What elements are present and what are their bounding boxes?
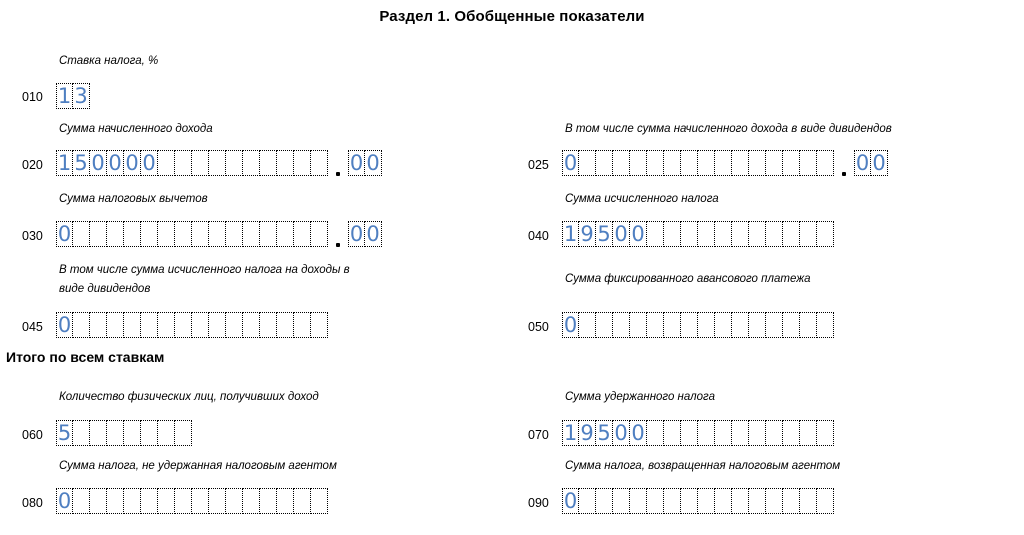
field-020-digit-cell[interactable]: [226, 150, 243, 176]
field-025-digits[interactable]: [562, 150, 834, 176]
total-heading: Итого по всем ставкам: [6, 349, 165, 365]
field-080-digits[interactable]: [56, 488, 328, 514]
field-030-digit-cell[interactable]: [192, 221, 209, 247]
field-090-digit-cell[interactable]: [817, 488, 834, 514]
field-070-code: 070: [528, 428, 549, 442]
field-045-digit-cell[interactable]: [73, 312, 90, 338]
field-070-digit-cell[interactable]: [817, 420, 834, 446]
field-025-digit-cell[interactable]: [749, 150, 766, 176]
field-080-digit-cell[interactable]: [73, 488, 90, 514]
field-045-digit-cell[interactable]: [311, 312, 328, 338]
field-040-cells[interactable]: [562, 221, 834, 249]
field-060-cells[interactable]: [56, 420, 192, 448]
field-010-label: Ставка налога, %: [59, 55, 159, 67]
field-090-code: 090: [528, 496, 549, 510]
field-060-digit-cell[interactable]: [73, 420, 90, 446]
field-040-digit-cell[interactable]: [647, 221, 664, 247]
field-090-digit-cell[interactable]: [630, 488, 647, 514]
field-030-digit-cell[interactable]: [124, 221, 141, 247]
field-080-code: 080: [22, 496, 43, 510]
field-030-digit-cell[interactable]: [294, 221, 311, 247]
field-040-digit-cell[interactable]: [783, 221, 800, 247]
field-045-digit-cell[interactable]: [141, 312, 158, 338]
field-030-digit-cell[interactable]: [209, 221, 226, 247]
field-070-digit-cell[interactable]: [800, 420, 817, 446]
decimal-point: [328, 150, 348, 176]
field-010-cells[interactable]: [56, 83, 90, 111]
field-020-digit-cell[interactable]: [209, 150, 226, 176]
field-025-label: В том числе сумма начисленного дохода в виде дивидендов: [565, 123, 892, 135]
field-060-digit-cell[interactable]: [175, 420, 192, 446]
field-080-digit-cell[interactable]: [277, 488, 294, 514]
field-080-cells[interactable]: [56, 488, 328, 516]
field-090-digit-cell[interactable]: [783, 488, 800, 514]
field-020-digit-cell[interactable]: [260, 150, 277, 176]
field-025-code: 025: [528, 158, 549, 172]
field-025-fraction-cell[interactable]: 0: [855, 151, 870, 175]
field-030-digits[interactable]: [56, 221, 328, 247]
field-030-digit-cell[interactable]: [73, 221, 90, 247]
field-080-digit-cell[interactable]: [226, 488, 243, 514]
field-025-digit-cell[interactable]: [613, 150, 630, 176]
field-070-digit-cell[interactable]: [766, 420, 783, 446]
field-070-digit-cell[interactable]: 0: [613, 420, 630, 446]
field-090-digit-cell[interactable]: [715, 488, 732, 514]
field-025-digit-cell[interactable]: [664, 150, 681, 176]
field-090-digit-cell[interactable]: [647, 488, 664, 514]
field-020-digit-cell[interactable]: 0: [90, 150, 107, 176]
field-070-digit-cell[interactable]: 9: [579, 420, 596, 446]
field-070-digit-cell[interactable]: [783, 420, 800, 446]
field-030-fraction-cell[interactable]: 0: [349, 222, 364, 246]
field-025-digit-cell[interactable]: [681, 150, 698, 176]
field-025-fraction-digits[interactable]: [854, 150, 888, 176]
field-090-digit-cell[interactable]: [698, 488, 715, 514]
field-030-digit-cell[interactable]: [107, 221, 124, 247]
field-090-digit-cell[interactable]: [579, 488, 596, 514]
field-025-cells[interactable]: [562, 150, 888, 178]
field-050-digit-cell[interactable]: [579, 312, 596, 338]
field-025-digit-cell[interactable]: [800, 150, 817, 176]
field-045-digit-cell[interactable]: [90, 312, 107, 338]
field-050-digit-cell[interactable]: [817, 312, 834, 338]
field-090-digit-cell[interactable]: [681, 488, 698, 514]
field-010-digits[interactable]: [56, 83, 90, 109]
field-045-cells[interactable]: [56, 312, 328, 340]
field-020-digit-cell[interactable]: 0: [124, 150, 141, 176]
field-040-digits[interactable]: [562, 221, 834, 247]
field-045-digit-cell[interactable]: [243, 312, 260, 338]
field-050-digit-cell[interactable]: [613, 312, 630, 338]
field-060-digit-cell[interactable]: 5: [57, 421, 72, 445]
field-030-digit-cell[interactable]: [311, 221, 328, 247]
field-050-digit-cell[interactable]: 0: [563, 313, 578, 337]
field-020-digit-cell[interactable]: 0: [107, 150, 124, 176]
field-050-digit-cell[interactable]: [749, 312, 766, 338]
section-title: Раздел 1. Обобщенные показатели: [379, 8, 645, 25]
field-020-digits[interactable]: [56, 150, 328, 176]
field-030-code: 030: [22, 229, 43, 243]
field-025-digit-cell[interactable]: [579, 150, 596, 176]
field-090-digit-cell[interactable]: [800, 488, 817, 514]
field-060-label: Количество физических лиц, получивших доход: [59, 391, 319, 403]
field-020-digit-cell[interactable]: [158, 150, 175, 176]
field-090-digit-cell[interactable]: 0: [563, 489, 578, 513]
field-050-digit-cell[interactable]: [715, 312, 732, 338]
field-070-digit-cell[interactable]: 1: [563, 421, 578, 445]
field-040-digit-cell[interactable]: 0: [630, 221, 647, 247]
field-040-digit-cell[interactable]: [698, 221, 715, 247]
field-090-digits[interactable]: [562, 488, 834, 514]
field-040-digit-cell[interactable]: [766, 221, 783, 247]
field-020-fraction-cell[interactable]: 0: [349, 151, 364, 175]
field-070-digit-cell[interactable]: 5: [596, 420, 613, 446]
decimal-point: [328, 221, 348, 247]
field-050-digit-cell[interactable]: [681, 312, 698, 338]
field-090-cells[interactable]: [562, 488, 834, 516]
field-080-digit-cell[interactable]: 0: [57, 489, 72, 513]
field-050-digit-cell[interactable]: [664, 312, 681, 338]
field-080-digit-cell[interactable]: [192, 488, 209, 514]
field-080-label: Сумма налога, не удержанная налоговым агентом: [59, 460, 337, 472]
field-080-digit-cell[interactable]: [260, 488, 277, 514]
field-080-digit-cell[interactable]: [90, 488, 107, 514]
field-040-digit-cell[interactable]: [800, 221, 817, 247]
field-050-digit-cell[interactable]: [732, 312, 749, 338]
field-070-digit-cell[interactable]: [715, 420, 732, 446]
field-010-digit-cell[interactable]: 1: [57, 84, 72, 108]
field-045-digit-cell[interactable]: [226, 312, 243, 338]
field-090-digit-cell[interactable]: [596, 488, 613, 514]
field-020-digit-cell[interactable]: 0: [141, 150, 158, 176]
field-020-fraction-digits[interactable]: [348, 150, 382, 176]
field-070-label: Сумма удержанного налога: [565, 391, 715, 403]
field-090-digit-cell[interactable]: [613, 488, 630, 514]
field-050-label: Сумма фиксированного авансового платежа: [565, 273, 811, 285]
field-045-digit-cell[interactable]: [158, 312, 175, 338]
field-060-digit-cell[interactable]: [141, 420, 158, 446]
field-020-digit-cell[interactable]: 1: [57, 151, 72, 175]
field-025-digit-cell[interactable]: [630, 150, 647, 176]
field-025-digit-cell[interactable]: [732, 150, 749, 176]
field-040-code: 040: [528, 229, 549, 243]
field-045-digits[interactable]: [56, 312, 328, 338]
field-045-digit-cell[interactable]: [209, 312, 226, 338]
field-070-cells[interactable]: [562, 420, 834, 448]
field-060-digit-cell[interactable]: [90, 420, 107, 446]
field-045-digit-cell[interactable]: [107, 312, 124, 338]
field-090-label: Сумма налога, возвращенная налоговым агентом: [565, 460, 841, 472]
field-040-digit-cell[interactable]: [749, 221, 766, 247]
field-025-digit-cell[interactable]: [596, 150, 613, 176]
field-070-digit-cell[interactable]: [647, 420, 664, 446]
field-030-digit-cell[interactable]: [158, 221, 175, 247]
field-030-digit-cell[interactable]: [260, 221, 277, 247]
field-060-digit-cell[interactable]: [124, 420, 141, 446]
field-030-digit-cell[interactable]: [226, 221, 243, 247]
field-050-code: 050: [528, 320, 549, 334]
field-080-digit-cell[interactable]: [158, 488, 175, 514]
field-010-digit-cell[interactable]: 3: [73, 83, 90, 109]
field-045-digit-cell[interactable]: [294, 312, 311, 338]
field-080-digit-cell[interactable]: [175, 488, 192, 514]
field-050-digit-cell[interactable]: [800, 312, 817, 338]
field-070-digit-cell[interactable]: [698, 420, 715, 446]
field-020-digit-cell[interactable]: 5: [73, 150, 90, 176]
field-020-cells[interactable]: [56, 150, 382, 178]
field-080-digit-cell[interactable]: [124, 488, 141, 514]
field-025-digit-cell[interactable]: [766, 150, 783, 176]
field-020-digit-cell[interactable]: [192, 150, 209, 176]
field-030-fraction-digits[interactable]: [348, 221, 382, 247]
field-080-digit-cell[interactable]: [209, 488, 226, 514]
field-070-digit-cell[interactable]: [749, 420, 766, 446]
field-025-digit-cell[interactable]: [715, 150, 732, 176]
field-010-code: 010: [22, 90, 43, 104]
field-030-label: Сумма налоговых вычетов: [59, 193, 208, 205]
field-060-digit-cell[interactable]: [158, 420, 175, 446]
field-030-fraction-cell[interactable]: 0: [365, 221, 382, 247]
field-020-fraction-cell[interactable]: 0: [365, 150, 382, 176]
field-040-digit-cell[interactable]: 0: [613, 221, 630, 247]
field-030-digit-cell[interactable]: 0: [57, 222, 72, 246]
field-045-digit-cell[interactable]: [260, 312, 277, 338]
field-040-digit-cell[interactable]: 9: [579, 221, 596, 247]
field-050-digit-cell[interactable]: [783, 312, 800, 338]
field-070-digit-cell[interactable]: 0: [630, 420, 647, 446]
field-020-code: 020: [22, 158, 43, 172]
field-020-digit-cell[interactable]: [277, 150, 294, 176]
field-025-digit-cell[interactable]: 0: [563, 151, 578, 175]
field-060-digit-cell[interactable]: [107, 420, 124, 446]
field-080-digit-cell[interactable]: [141, 488, 158, 514]
field-080-digit-cell[interactable]: [243, 488, 260, 514]
field-045-label-line1: В том числе сумма исчисленного налога на доходы в: [59, 264, 350, 276]
field-040-digit-cell[interactable]: [681, 221, 698, 247]
field-045-digit-cell[interactable]: [124, 312, 141, 338]
field-045-label-line2: виде дивидендов: [59, 283, 151, 295]
decimal-point: [834, 150, 854, 176]
field-070-digit-cell[interactable]: [732, 420, 749, 446]
field-040-digit-cell[interactable]: [817, 221, 834, 247]
field-070-digit-cell[interactable]: [681, 420, 698, 446]
field-020-digit-cell[interactable]: [175, 150, 192, 176]
field-020-digit-cell[interactable]: [311, 150, 328, 176]
field-030-digit-cell[interactable]: [90, 221, 107, 247]
field-050-digit-cell[interactable]: [766, 312, 783, 338]
field-050-digit-cell[interactable]: [647, 312, 664, 338]
field-025-digit-cell[interactable]: [783, 150, 800, 176]
field-090-digit-cell[interactable]: [749, 488, 766, 514]
field-030-cells[interactable]: [56, 221, 382, 249]
field-080-digit-cell[interactable]: [107, 488, 124, 514]
field-040-digit-cell[interactable]: 1: [563, 222, 578, 246]
field-025-fraction-cell[interactable]: 0: [871, 150, 888, 176]
field-045-digit-cell[interactable]: 0: [57, 313, 72, 337]
field-040-digit-cell[interactable]: [664, 221, 681, 247]
field-050-digit-cell[interactable]: [698, 312, 715, 338]
field-040-digit-cell[interactable]: 5: [596, 221, 613, 247]
field-040-label: Сумма исчисленного налога: [565, 193, 719, 205]
field-070-digit-cell[interactable]: [664, 420, 681, 446]
field-060-digits[interactable]: [56, 420, 192, 446]
field-030-digit-cell[interactable]: [141, 221, 158, 247]
field-040-digit-cell[interactable]: [732, 221, 749, 247]
field-050-digit-cell[interactable]: [596, 312, 613, 338]
field-090-digit-cell[interactable]: [766, 488, 783, 514]
field-050-digit-cell[interactable]: [630, 312, 647, 338]
field-045-digit-cell[interactable]: [277, 312, 294, 338]
field-030-digit-cell[interactable]: [243, 221, 260, 247]
field-025-digit-cell[interactable]: [647, 150, 664, 176]
field-060-code: 060: [22, 428, 43, 442]
field-050-digits[interactable]: [562, 312, 834, 338]
field-045-code: 045: [22, 320, 43, 334]
field-080-digit-cell[interactable]: [311, 488, 328, 514]
field-025-digit-cell[interactable]: [698, 150, 715, 176]
field-045-digit-cell[interactable]: [192, 312, 209, 338]
field-025-digit-cell[interactable]: [817, 150, 834, 176]
field-090-digit-cell[interactable]: [664, 488, 681, 514]
field-080-digit-cell[interactable]: [294, 488, 311, 514]
field-030-digit-cell[interactable]: [175, 221, 192, 247]
field-045-digit-cell[interactable]: [175, 312, 192, 338]
field-020-digit-cell[interactable]: [243, 150, 260, 176]
field-040-digit-cell[interactable]: [715, 221, 732, 247]
field-030-digit-cell[interactable]: [277, 221, 294, 247]
field-090-digit-cell[interactable]: [732, 488, 749, 514]
field-050-cells[interactable]: [562, 312, 834, 340]
field-020-label: Сумма начисленного дохода: [59, 123, 213, 135]
field-020-digit-cell[interactable]: [294, 150, 311, 176]
field-070-digits[interactable]: [562, 420, 834, 446]
